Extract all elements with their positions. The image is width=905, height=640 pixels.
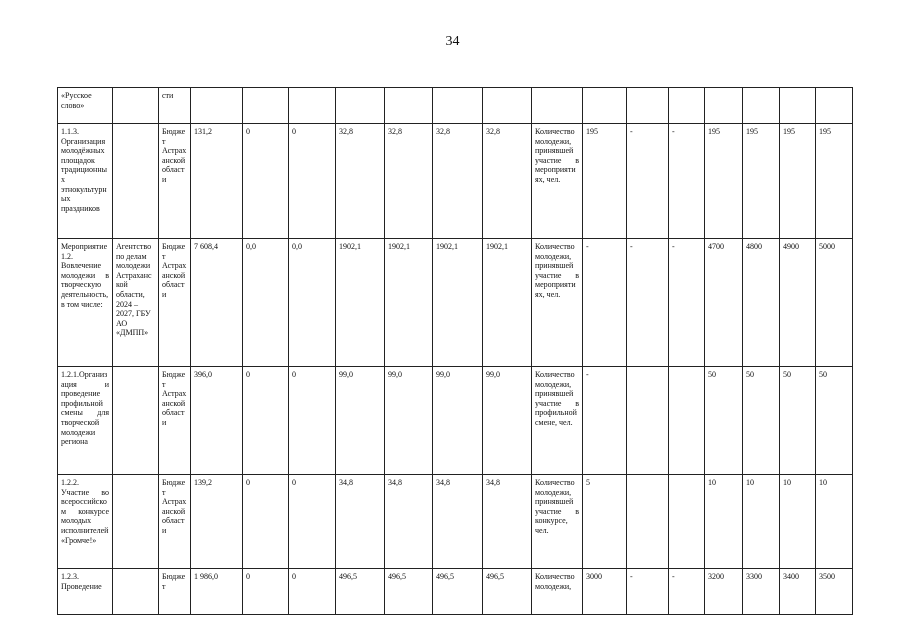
amount-year-6 xyxy=(483,88,532,124)
funding-source: Бюджет Астраханской области xyxy=(159,124,191,239)
indicator-value-3: 10 xyxy=(705,475,743,569)
table-row xyxy=(58,569,853,615)
activity-name: 1.2.1.Организация и проведение профильной смены для творческой молодежи региона xyxy=(58,367,113,475)
amount-year-6: 99,0 xyxy=(483,367,532,475)
funding-source: Бюджет Астраханской области xyxy=(159,475,191,569)
amount-year-6: 496,5 xyxy=(483,569,532,615)
amount-year-1: 0 xyxy=(243,475,289,569)
table-row xyxy=(58,124,853,239)
indicator-value-2: - xyxy=(669,569,705,615)
indicator-value-2: - xyxy=(669,239,705,367)
amount-year-5 xyxy=(433,88,483,124)
amount-year-2: 0 xyxy=(289,124,336,239)
activity-name: 1.2.2. Участие во всероссийском конкурсе молодых исполнителей «Громче!» xyxy=(58,475,113,569)
indicator-value-1: - xyxy=(627,124,669,239)
amount-year-5: 32,8 xyxy=(433,124,483,239)
indicator-value-1 xyxy=(627,88,669,124)
executor: Агентство по делам молодежи Астраханской области, 2024 – 2027, ГБУ АО «ДМПП» xyxy=(113,239,159,367)
amount-year-1: 0 xyxy=(243,367,289,475)
indicator-value-1: - xyxy=(627,239,669,367)
indicator-value-6: 5000 xyxy=(816,239,853,367)
indicator-value-1 xyxy=(627,475,669,569)
funding-source: сти xyxy=(159,88,191,124)
activity-name: Мероприятие 1.2. Вовлечение молодежи в творческую деятельность, в том числе: xyxy=(58,239,113,367)
total-amount xyxy=(191,88,243,124)
executor xyxy=(113,367,159,475)
amount-year-5: 1902,1 xyxy=(433,239,483,367)
indicator-value-2: - xyxy=(669,124,705,239)
executor xyxy=(113,124,159,239)
indicator-value-1: - xyxy=(627,569,669,615)
indicator-value-4: 4800 xyxy=(743,239,780,367)
amount-year-3 xyxy=(336,88,385,124)
indicator-value-6: 10 xyxy=(816,475,853,569)
indicator-base-value xyxy=(583,88,627,124)
amount-year-4: 496,5 xyxy=(385,569,433,615)
indicator-value-3: 50 xyxy=(705,367,743,475)
amount-year-1: 0,0 xyxy=(243,239,289,367)
funding-source: Бюджет Астраханской области xyxy=(159,239,191,367)
table-row xyxy=(58,88,853,124)
indicator-name: Количество молодежи, принявшей участие в конкурсе, чел. xyxy=(532,475,583,569)
amount-year-6: 34,8 xyxy=(483,475,532,569)
indicator-name: Количество молодежи, принявшей участие в профильной смене, чел. xyxy=(532,367,583,475)
indicator-value-5 xyxy=(780,88,816,124)
amount-year-1: 0 xyxy=(243,569,289,615)
indicator-value-4: 3300 xyxy=(743,569,780,615)
amount-year-4: 1902,1 xyxy=(385,239,433,367)
indicator-value-4: 195 xyxy=(743,124,780,239)
activity-name: 1.2.3. Проведение xyxy=(58,569,113,615)
amount-year-1: 0 xyxy=(243,124,289,239)
executor xyxy=(113,475,159,569)
amount-year-2: 0 xyxy=(289,367,336,475)
indicator-value-3: 4700 xyxy=(705,239,743,367)
amount-year-3: 99,0 xyxy=(336,367,385,475)
amount-year-2: 0 xyxy=(289,475,336,569)
amount-year-2: 0 xyxy=(289,569,336,615)
amount-year-4: 32,8 xyxy=(385,124,433,239)
amount-year-5: 34,8 xyxy=(433,475,483,569)
indicator-value-2 xyxy=(669,88,705,124)
amount-year-3: 34,8 xyxy=(336,475,385,569)
executor xyxy=(113,569,159,615)
indicator-value-2 xyxy=(669,367,705,475)
indicator-value-3 xyxy=(705,88,743,124)
amount-year-2: 0,0 xyxy=(289,239,336,367)
program-activities-table xyxy=(57,87,853,615)
total-amount: 139,2 xyxy=(191,475,243,569)
indicator-name: Количество молодежи, xyxy=(532,569,583,615)
amount-year-6: 32,8 xyxy=(483,124,532,239)
amount-year-4: 34,8 xyxy=(385,475,433,569)
indicator-base-value: 5 xyxy=(583,475,627,569)
indicator-value-6: 50 xyxy=(816,367,853,475)
indicator-value-1 xyxy=(627,367,669,475)
indicator-name: Количество молодежи, принявшей участие в мероприятиях, чел. xyxy=(532,239,583,367)
total-amount: 1 986,0 xyxy=(191,569,243,615)
funding-source: Бюджет Астраханской области xyxy=(159,367,191,475)
indicator-base-value: 195 xyxy=(583,124,627,239)
amount-year-4 xyxy=(385,88,433,124)
indicator-value-6: 3500 xyxy=(816,569,853,615)
page-number: 34 xyxy=(445,34,460,49)
indicator-value-5: 4900 xyxy=(780,239,816,367)
indicator-value-5: 10 xyxy=(780,475,816,569)
executor xyxy=(113,88,159,124)
amount-year-3: 32,8 xyxy=(336,124,385,239)
indicator-base-value: - xyxy=(583,239,627,367)
indicator-value-2 xyxy=(669,475,705,569)
indicator-name xyxy=(532,88,583,124)
amount-year-3: 496,5 xyxy=(336,569,385,615)
indicator-value-4: 10 xyxy=(743,475,780,569)
amount-year-6: 1902,1 xyxy=(483,239,532,367)
indicator-value-3: 3200 xyxy=(705,569,743,615)
indicator-value-5: 195 xyxy=(780,124,816,239)
amount-year-1 xyxy=(243,88,289,124)
activity-name: 1.1.3. Организация молодёжных площадок традиционных этнокультурных праздников xyxy=(58,124,113,239)
total-amount: 7 608,4 xyxy=(191,239,243,367)
amount-year-5: 496,5 xyxy=(433,569,483,615)
indicator-value-5: 50 xyxy=(780,367,816,475)
table-row xyxy=(58,239,853,367)
indicator-name: Количество молодежи, принявшей участие в мероприятиях, чел. xyxy=(532,124,583,239)
indicator-value-6: 195 xyxy=(816,124,853,239)
table-row xyxy=(58,475,853,569)
activity-name: «Русское слово» xyxy=(58,88,113,124)
indicator-value-3: 195 xyxy=(705,124,743,239)
amount-year-5: 99,0 xyxy=(433,367,483,475)
funding-source: Бюджет xyxy=(159,569,191,615)
total-amount: 396,0 xyxy=(191,367,243,475)
indicator-base-value: 3000 xyxy=(583,569,627,615)
indicator-value-5: 3400 xyxy=(780,569,816,615)
amount-year-3: 1902,1 xyxy=(336,239,385,367)
total-amount: 131,2 xyxy=(191,124,243,239)
amount-year-4: 99,0 xyxy=(385,367,433,475)
indicator-value-6 xyxy=(816,88,853,124)
indicator-base-value: - xyxy=(583,367,627,475)
amount-year-2 xyxy=(289,88,336,124)
indicator-value-4 xyxy=(743,88,780,124)
indicator-value-4: 50 xyxy=(743,367,780,475)
table-row xyxy=(58,367,853,475)
